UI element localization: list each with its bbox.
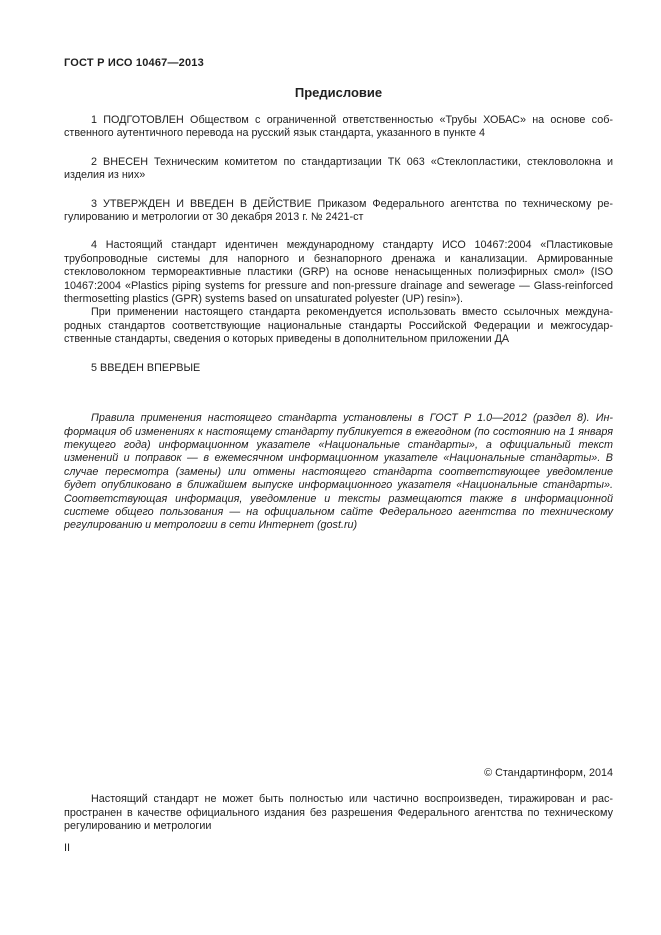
reproduction-restriction: Настоящий стандарт не может быть полностью или частично воспроизведен, тиражирован и распространен в качестве официального издания без разрешения Федерального агентства по техническому регулированию и метрологии xyxy=(64,793,613,833)
page-number: II xyxy=(64,841,71,854)
foreword-section xyxy=(64,57,613,533)
foreword-item-5: 5 ВВЕДЕН ВПЕРВЫЕ xyxy=(91,361,201,374)
application-rules-note: Правила применения настоящего стандарта установлены в ГОСТ Р 1.0—2012 (раздел 8). Информация об изменениях к настоящему стандарту публикуется в ежегодном (по состоянию на 1 января текущего года) информационном указателе «Национальные стандарты», а официальный текст изменений и поправок — в ежемесячном информационном указателе «Национальные стандарты». В случае пересмотра (замены) или отмены настоящего стандарта соответствующее уведомление будет опубликовано в ближайшем выпуске информационного указателя «Национальные стандарты». Соответствующая информация, уведомление и тексты размещаются также в информационной системе общего пользования — на официальном сайте Федерального агентства по техническому регулированию и метрологии в сети Интернет (gost.ru) xyxy=(64,412,613,532)
foreword-title: Предисловие xyxy=(294,85,383,100)
foreword-item-4: 4 Настоящий стандарт идентичен международному стандарту ИСО 10467:2004 «Пластиковые трубопроводные системы для напорного и безнапорного дренажа и канализации. Армированные стекловолокном термореактивные пластики (GRP) на основе ненасыщенных полиэфирных смол» (ISO 10467:2004 «Plastics piping systems for pressure and non-pressure drainage and sewerage — Glass-reinforced thermosetting plastics (GPR) systems based on unsaturated polyester (UP) resin»). xyxy=(64,239,613,306)
foreword-item-3: 3 УТВЕРЖДЕН И ВВЕДЕН В ДЕЙСТВИЕ Приказом Федерального агентства по техническому регулированию и метрологии от 30 декабря 2013 г. № 2421-ст xyxy=(64,197,613,224)
document-designation: ГОСТ Р ИСО 10467—2013 xyxy=(64,57,204,69)
foreword-item-2: 2 ВНЕСЕН Техническим комитетом по стандартизации ТК 063 «Стеклопластики, стекловолокна и изделия из них» xyxy=(64,155,613,182)
page-footer-section xyxy=(64,767,613,855)
foreword-item-4-note: При применении настоящего стандарта рекомендуется использовать вместо ссылочных международных стандартов соответствующие национальные стандарты Российской Федерации и межгосударственные стандарты, сведения о которых приведены в дополнительном приложении ДА xyxy=(64,306,613,346)
foreword-item-1: 1 ПОДГОТОВЛЕН Обществом с ограниченной ответственностью «Трубы ХОБАС» на основе собственного аутентичного перевода на русский язык стандарта, указанного в пункте 4 xyxy=(64,114,613,140)
copyright-notice: © Стандартинформ, 2014 xyxy=(484,767,613,779)
